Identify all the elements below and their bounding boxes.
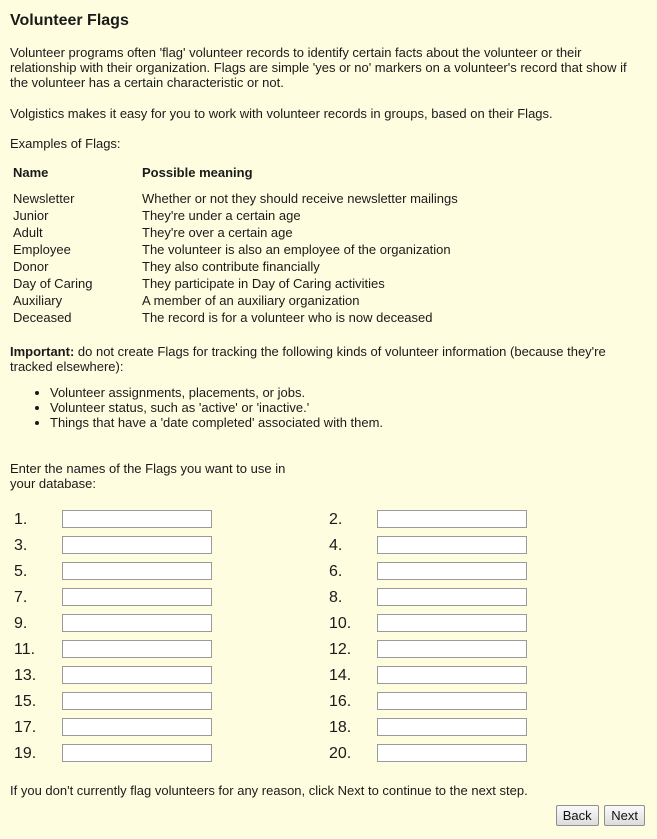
flag-number: 11.: [14, 641, 36, 658]
next-button[interactable]: Next: [604, 805, 645, 826]
footer-text: If you don't currently flag volunteers for any reason, click Next to continue to the next step.: [10, 783, 528, 798]
flag-name: Auxiliary: [13, 293, 63, 308]
flag-name: Deceased: [13, 310, 72, 325]
table-row: [10, 292, 461, 309]
flag-input-9[interactable]: [62, 614, 212, 632]
flag-number: 9.: [14, 615, 28, 632]
groups-text: Volgistics makes it easy for you to work with volunteer records in groups, based on their Flags.: [10, 106, 553, 121]
enter-prompt: Enter the names of the Flags you want to use in your database:: [10, 461, 286, 491]
flag-name: Donor: [13, 259, 49, 274]
flag-number: 20.: [329, 745, 352, 762]
table-row: [10, 309, 461, 326]
flag-number: 15.: [14, 693, 37, 710]
table-row: [10, 190, 461, 207]
table-row: [10, 258, 461, 275]
flag-input-13[interactable]: [62, 666, 212, 684]
flag-input-10[interactable]: [377, 614, 527, 632]
flag-input-12[interactable]: [377, 640, 527, 658]
flag-input-3[interactable]: [62, 536, 212, 554]
flag-number: 7.: [14, 589, 28, 606]
important-note: [10, 344, 650, 374]
table-row: [10, 275, 461, 292]
flags-examples-table: [10, 163, 461, 326]
flag-number: 5.: [14, 563, 28, 580]
flag-meaning: They're under a certain age: [142, 208, 301, 223]
table-row: [10, 224, 461, 241]
flag-input-1[interactable]: [62, 510, 212, 528]
flag-name: Day of Caring: [13, 276, 93, 291]
flag-number: 4.: [329, 537, 343, 554]
flag-number: 2.: [329, 511, 343, 528]
flag-input-18[interactable]: [377, 718, 527, 736]
flag-meaning: The volunteer is also an employee of the organization: [142, 242, 451, 257]
flag-input-7[interactable]: [62, 588, 212, 606]
column-header-meaning: Possible meaning: [142, 164, 253, 180]
flag-input-2[interactable]: [377, 510, 527, 528]
flag-meaning: They participate in Day of Caring activities: [142, 276, 385, 291]
flag-name: Adult: [13, 225, 43, 240]
wizard-buttons: [554, 805, 645, 826]
flag-input-16[interactable]: [377, 692, 527, 710]
page-title: Volunteer Flags: [10, 12, 129, 29]
flag-input-6[interactable]: [377, 562, 527, 580]
flag-number: 12.: [329, 641, 352, 658]
flag-name: Newsletter: [13, 191, 75, 206]
flag-input-5[interactable]: [62, 562, 212, 580]
flag-number: 6.: [329, 563, 343, 580]
examples-label: Examples of Flags:: [10, 136, 121, 151]
flag-meaning: A member of an auxiliary organization: [142, 293, 360, 308]
list-item: • Volunteer status, such as 'active' or 'inactive.': [50, 400, 383, 415]
flag-name: Junior: [13, 208, 49, 223]
flag-number: 13.: [14, 667, 37, 684]
important-list: [32, 385, 383, 430]
flag-number: 3.: [14, 537, 28, 554]
flag-meaning: They also contribute financially: [142, 259, 320, 274]
flag-number: 18.: [329, 719, 352, 736]
flag-number: 17.: [14, 719, 37, 736]
flag-number: 16.: [329, 693, 352, 710]
flag-number: 10.: [329, 615, 352, 632]
table-row: [10, 207, 461, 224]
important-text: do not create Flags for tracking the following kinds of volunteer information (because they're tracked elsewhere):: [10, 344, 606, 374]
flag-input-20[interactable]: [377, 744, 527, 762]
table-row: [10, 241, 461, 258]
flag-input-8[interactable]: [377, 588, 527, 606]
flag-input-17[interactable]: [62, 718, 212, 736]
list-item: • Volunteer assignments, placements, or jobs.: [50, 385, 383, 400]
flag-name: Employee: [13, 242, 71, 257]
list-item: • Things that have a 'date completed' associated with them.: [50, 415, 383, 430]
flag-input-4[interactable]: [377, 536, 527, 554]
flag-number: 14.: [329, 667, 352, 684]
important-label: Important:: [10, 344, 75, 359]
flag-number: 8.: [329, 589, 343, 606]
flag-meaning: Whether or not they should receive newsletter mailings: [142, 191, 458, 206]
flag-input-19[interactable]: [62, 744, 212, 762]
intro-text: Volunteer programs often 'flag' volunteer records to identify certain facts about the volunteer or their relationship with their organization. Flags are simple 'yes or no' markers on a volunteer's record that show if the volunteer has a certain characteristic or not.: [10, 45, 627, 90]
flag-input-14[interactable]: [377, 666, 527, 684]
flag-number: 1.: [14, 511, 28, 528]
flag-meaning: The record is for a volunteer who is now deceased: [142, 310, 433, 325]
back-button[interactable]: Back: [556, 805, 599, 826]
column-header-name: Name: [13, 164, 49, 180]
flag-meaning: They're over a certain age: [142, 225, 293, 240]
flag-input-11[interactable]: [62, 640, 212, 658]
flag-input-15[interactable]: [62, 692, 212, 710]
flag-number: 19.: [14, 745, 37, 762]
